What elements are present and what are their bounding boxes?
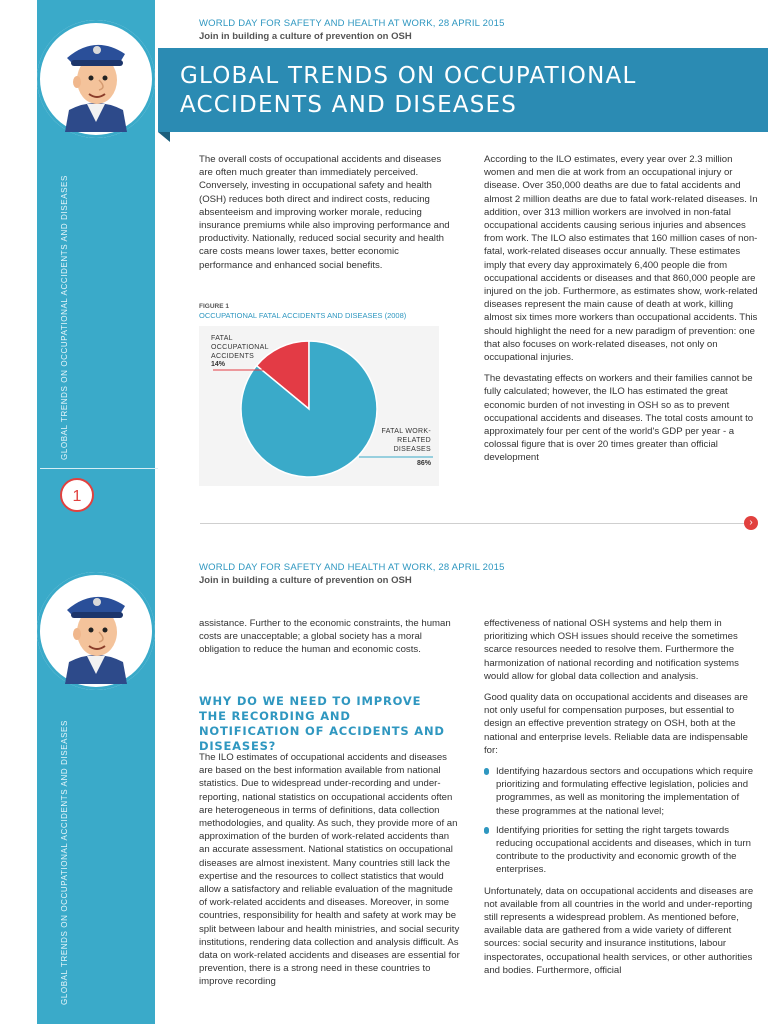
accidents-slice-label: FATAL OCCUPATIONAL ACCIDENTS (211, 335, 269, 360)
good-data-paragraph: Good quality data on occupational accidents and diseases are not only useful for compensation purposes, but essential to design an effective prevention strategy on OSH, both at the national and enterprise levels. Reliable data are indispensable for: (484, 692, 749, 756)
pie-chart-panel (199, 326, 439, 486)
page2-left-body (199, 751, 461, 997)
figure-label: FIGURE 1 (199, 303, 229, 310)
ilo-estimates-basis-paragraph: The ILO estimates of occupational accidents and diseases are based on the best information available from national statistics. Due to widespread under-recording and under-reporting, national statistics on occupational accidents often are heterogeneous in terms of definitions, data collection methodologies, and quality. As such, they provide more of an approximation of the burden of work-related accidents than an accurate assessment. National statistics on occupational diseases are almost inexistent. Many countries still lack the expertise and the resources to collect statistics that would allow a satisfactory and reliable evaluation of the magnitude of work-related accidents and diseases. Moreover, in some countries, responsibility for health and safety at work may be split between labour and health ministries, and social security institutions, rendering data collection and analysis difficult. As data on work-related accidents and diseases are essential for prevention, there is a strong need in these countries to improve recording (199, 752, 460, 988)
mascot-icon (45, 578, 147, 684)
tagline-page2: Join in building a culture of prevention on OSH (199, 575, 412, 586)
title-banner (158, 48, 768, 132)
unavailable-data-paragraph: Unfortunately, data on occupational accidents and diseases are not available from all countries in the world and under-reporting still represents a widespread problem. As mentioned before, available data are gathered from a wide variety of different sources: social security and insurance institutions, labour inspectorates, occupational health services, or other authorities and bodies. Furthermore, official (484, 885, 754, 976)
chevron-right-icon[interactable]: › (744, 516, 758, 530)
mascot-avatar-page2 (37, 572, 155, 690)
accidents-slice-value: 14% (211, 361, 226, 368)
sidebar-strip (37, 0, 155, 1024)
ilo-estimates-paragraph: According to the ILO estimates, every year over 2.3 million women and men die at work from an occupational injury or disease. Over 350,000 deaths are due to fatal accidents and almost 2 million deaths are due to fatal work-related diseases. In addition, over 313 million workers are involved in non-fatal occupational accidents causing serious injuries and absences from work. The ILO also estimates that 160 million cases of non-fatal, work-related diseases occur annually. These estimates imply that every day approximately 6,400 people die from occupational accidents or diseases and that 860,000 people are injured on the job. Furthermore, as estimates show, work-related diseases represent the main cause of death at work, killing almost six times more workers than occupational accidents. This should highlight the need for a new paradigm of prevention: one that also focuses on work-related diseases, not only on occupational injuries. (484, 154, 758, 364)
page-gap (158, 540, 768, 552)
tagline: Join in building a culture of prevention on OSH (199, 31, 412, 42)
diseases-slice-label: FATAL WORK-RELATED DISEASES (381, 428, 431, 453)
sidebar-vertical-title-page2: GLOBAL TRENDS ON OCCUPATIONAL ACCIDENTS AND DISEASES (60, 720, 69, 1005)
list-item: Identifying priorities for setting the right targets towards reducing occupational accidents and diseases, which in turn contribute to the productivity and economic growth of the enterprises. (484, 824, 758, 877)
right-column (484, 153, 758, 473)
left-column (199, 153, 453, 280)
harmonization-paragraph: effectiveness of national OSH systems and help them in prioritizing which OSH issues should receive the sometimes scarce resources needed to resolve them. Furthermore the harmonization of national recording and notification systems would allow for global data collection and analysis. (484, 618, 739, 682)
section-heading: WHY DO WE NEED TO IMPROVE THE RECORDING AND NOTIFICATION OF ACCIDENTS AND DISEASES? (199, 694, 445, 753)
page-divider (200, 523, 744, 524)
page2-right-column (484, 617, 758, 985)
human-costs-paragraph: assistance. Further to the economic constraints, the human costs are unacceptable; a global society has a moral obligation to reduce the human and economic costs. (199, 618, 451, 656)
sidebar-divider (40, 468, 158, 469)
diseases-slice-value: 86% (416, 460, 431, 467)
economic-burden-paragraph: The devastating effects on workers and their families cannot be fully calculated; however, the ILO has estimated the great economic burden of not investing in OSH so as to prevent occupational accidents and diseases. The total costs amount to approximately four per cent of the world's GDP per year - a colossal figure that is over 20 times greater than official development (484, 373, 754, 464)
list-item: Identifying hazardous sectors and occupations which require prioritizing and formulating effective legislation, policies and programmes, as well as monitoring the implementation of these programmes at the national level; (484, 765, 758, 818)
mascot-avatar (37, 20, 155, 138)
page2-left-top (199, 617, 453, 665)
figure-caption: OCCUPATIONAL FATAL ACCIDENTS AND DISEASES (2008) (199, 311, 407, 320)
page-title: GLOBAL TRENDS ON OCCUPATIONAL ACCIDENTS AND DISEASES (180, 63, 637, 118)
purpose-list (484, 765, 758, 877)
sidebar-vertical-title: GLOBAL TRENDS ON OCCUPATIONAL ACCIDENTS AND DISEASES (60, 175, 69, 460)
intro-paragraph: The overall costs of occupational accidents and diseases are often much greater than immediately perceived. Conversely, investing in occupational safety and health (OSH) reduces both direct and indirect costs, reducing absenteeism and improving worker morale, reducing insurance premiums while also improving performance and productivity. Nationally, reduced social security and health care costs means lower taxes, better economic performance and enhanced social benefits. (199, 154, 450, 271)
event-line: WORLD DAY FOR SAFETY AND HEALTH AT WORK, 28 APRIL 2015 (199, 18, 505, 29)
page-number-badge: 1 (60, 478, 94, 512)
banner-fold (158, 132, 170, 142)
mascot-icon (45, 26, 147, 132)
event-line-page2: WORLD DAY FOR SAFETY AND HEALTH AT WORK, 28 APRIL 2015 (199, 562, 505, 573)
